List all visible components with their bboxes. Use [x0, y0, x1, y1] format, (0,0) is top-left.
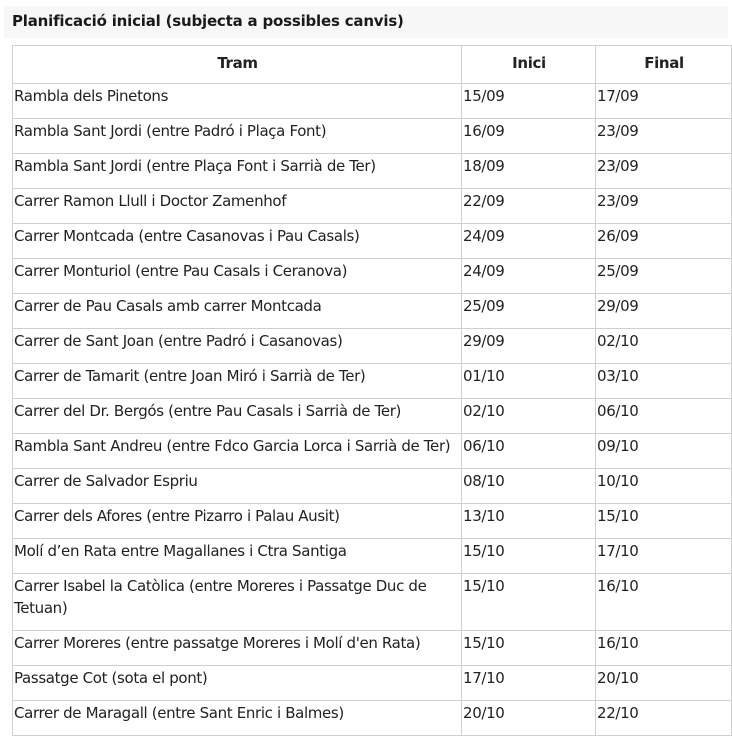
final-cell: 25/09 — [596, 259, 732, 294]
final-cell: 26/09 — [596, 224, 732, 259]
final-cell: 23/09 — [596, 154, 732, 189]
inici-cell: 22/09 — [462, 189, 596, 224]
table-row — [13, 574, 732, 631]
table-row — [13, 224, 732, 259]
inici-cell: 16/09 — [462, 119, 596, 154]
final-cell: 03/10 — [596, 364, 732, 399]
table-row — [13, 701, 732, 736]
final-cell: 17/09 — [596, 84, 732, 119]
tram-cell: Rambla dels Pinetons — [13, 84, 462, 119]
tram-cell: Carrer de Tamarit (entre Joan Miró i Sarrià de Ter) — [13, 364, 462, 399]
inici-cell: 25/09 — [462, 294, 596, 329]
final-cell: 17/10 — [596, 539, 732, 574]
final-cell: 16/10 — [596, 574, 732, 631]
table-row — [13, 329, 732, 364]
column-header-final: Final — [596, 46, 732, 84]
tram-cell: Carrer dels Afores (entre Pizarro i Palau Ausit) — [13, 504, 462, 539]
tram-cell: Carrer de Pau Casals amb carrer Montcada — [13, 294, 462, 329]
tram-cell: Carrer de Maragall (entre Sant Enric i Balmes) — [13, 701, 462, 736]
tram-cell: Carrer de Salvador Espriu — [13, 469, 462, 504]
header-row — [13, 46, 732, 84]
inici-cell: 02/10 — [462, 399, 596, 434]
tram-cell: Rambla Sant Jordi (entre Plaça Font i Sarrià de Ter) — [13, 154, 462, 189]
table-row — [13, 154, 732, 189]
inici-cell: 20/10 — [462, 701, 596, 736]
inici-cell: 18/09 — [462, 154, 596, 189]
tram-cell: Molí d’en Rata entre Magallanes i Ctra Santiga — [13, 539, 462, 574]
inici-cell: 15/10 — [462, 631, 596, 666]
tram-cell: Carrer Monturiol (entre Pau Casals i Ceranova) — [13, 259, 462, 294]
table-body — [13, 84, 732, 736]
inici-cell: 29/09 — [462, 329, 596, 364]
final-cell: 29/09 — [596, 294, 732, 329]
table-row — [13, 189, 732, 224]
column-header-tram: Tram — [13, 46, 462, 84]
schedule-table — [12, 45, 732, 736]
table-row — [13, 539, 732, 574]
table-row — [13, 84, 732, 119]
table-row — [13, 469, 732, 504]
final-cell: 22/10 — [596, 701, 732, 736]
inici-cell: 06/10 — [462, 434, 596, 469]
final-cell: 09/10 — [596, 434, 732, 469]
inici-cell: 01/10 — [462, 364, 596, 399]
final-cell: 15/10 — [596, 504, 732, 539]
table-caption: Planificació inicial (subjecta a possibles canvis) — [4, 6, 728, 38]
tram-cell: Carrer Isabel la Catòlica (entre Moreres i Passatge Duc de Tetuan) — [13, 574, 462, 631]
inici-cell: 17/10 — [462, 666, 596, 701]
inici-cell: 13/10 — [462, 504, 596, 539]
tram-cell: Carrer Moreres (entre passatge Moreres i Molí d'en Rata) — [13, 631, 462, 666]
tram-cell: Rambla Sant Jordi (entre Padró i Plaça Font) — [13, 119, 462, 154]
table-row — [13, 119, 732, 154]
table-row — [13, 434, 732, 469]
table-row — [13, 259, 732, 294]
final-cell: 06/10 — [596, 399, 732, 434]
table-row — [13, 666, 732, 701]
tram-cell: Carrer Ramon Llull i Doctor Zamenhof — [13, 189, 462, 224]
tram-cell: Carrer Montcada (entre Casanovas i Pau Casals) — [13, 224, 462, 259]
final-cell: 20/10 — [596, 666, 732, 701]
table-row — [13, 294, 732, 329]
final-cell: 16/10 — [596, 631, 732, 666]
table-row — [13, 364, 732, 399]
final-cell: 10/10 — [596, 469, 732, 504]
inici-cell: 08/10 — [462, 469, 596, 504]
final-cell: 02/10 — [596, 329, 732, 364]
inici-cell: 24/09 — [462, 224, 596, 259]
tram-cell: Carrer del Dr. Bergós (entre Pau Casals i Sarrià de Ter) — [13, 399, 462, 434]
inici-cell: 15/09 — [462, 84, 596, 119]
inici-cell: 24/09 — [462, 259, 596, 294]
inici-cell: 15/10 — [462, 574, 596, 631]
final-cell: 23/09 — [596, 189, 732, 224]
tram-cell: Passatge Cot (sota el pont) — [13, 666, 462, 701]
inici-cell: 15/10 — [462, 539, 596, 574]
table-row — [13, 631, 732, 666]
final-cell: 23/09 — [596, 119, 732, 154]
tram-cell: Rambla Sant Andreu (entre Fdco Garcia Lorca i Sarrià de Ter) — [13, 434, 462, 469]
tram-cell: Carrer de Sant Joan (entre Padró i Casanovas) — [13, 329, 462, 364]
table-row — [13, 504, 732, 539]
column-header-inici: Inici — [462, 46, 596, 84]
table-row — [13, 399, 732, 434]
